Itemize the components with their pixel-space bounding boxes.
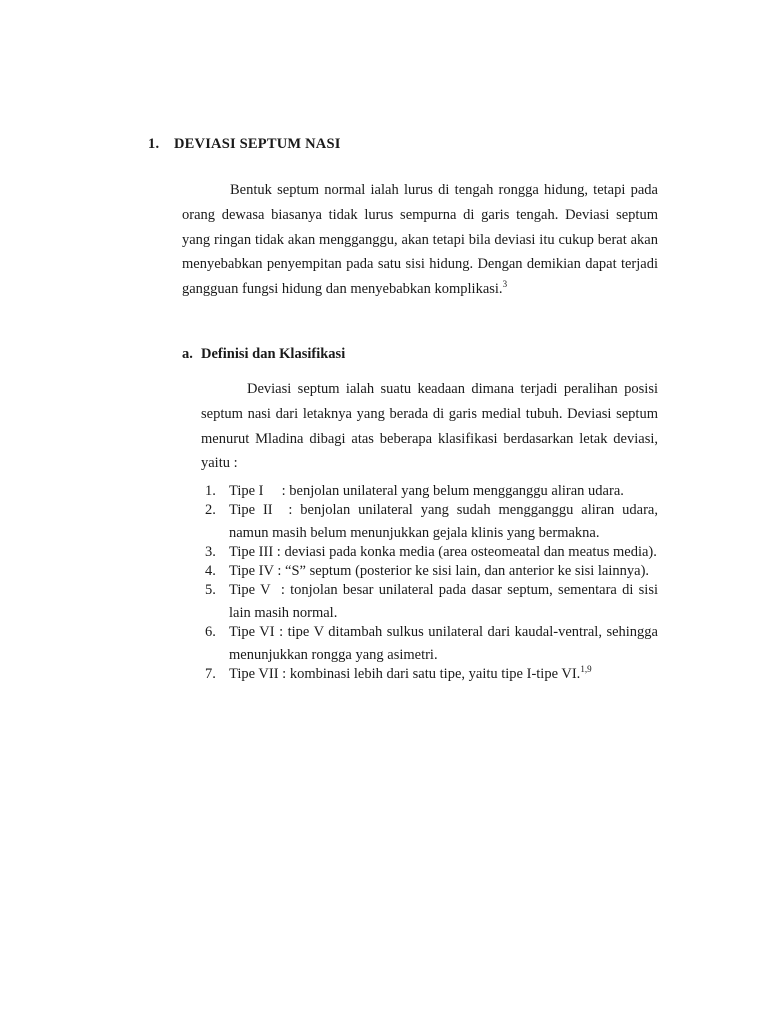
list-item-number: 6. [205, 624, 216, 640]
list-item-text: Tipe VII : kombinasi lebih dari satu tipe, yaitu tipe I-tipe VI. [229, 666, 581, 682]
list-item-text: Tipe III : deviasi pada konka media (area osteomeatal dan meatus media). [229, 544, 657, 560]
subsection-paragraph-text: Deviasi septum ialah suatu keadaan dimana terjadi peralihan posisi septum nasi dari letaknya yang berada di garis medial tubuh. Deviasi septum menurut Mladina dibagi atas beberapa klasifikasi berdasarkan letak deviasi, yaitu : [201, 381, 658, 472]
list-item-text: Tipe VI : tipe V ditambah sulkus unilateral dari kaudal-ventral, sehingga menunjukkan rongga yang asimetri. [229, 624, 658, 663]
list-item-text: Tipe IV : “S” septum (posterior ke sisi lain, dan anterior ke sisi lainnya). [229, 563, 650, 579]
list-item-number: 1. [205, 483, 216, 499]
list-item-ref: 1,9 [580, 664, 592, 675]
subsection-heading [182, 346, 345, 363]
section-paragraph [182, 178, 658, 302]
section-number: 1. [148, 136, 160, 152]
list-item [201, 499, 662, 545]
list-item-number: 3. [205, 544, 216, 560]
list-item-number: 4. [205, 563, 216, 579]
list-item [201, 579, 662, 625]
section-paragraph-text: Bentuk septum normal ialah lurus di tengah rongga hidung, tetapi pada orang dewasa biasanya tidak lurus sempurna di garis tengah. Deviasi septum yang ringan tidak akan mengganggu, akan tetapi bila deviasi itu cukup berat akan menyebabkan penyempitan pada satu sisi hidung. Dengan demikian dapat terjadi gangguan fungsi hidung dan menyebabkan komplikasi. [182, 182, 658, 298]
list-item-text: Tipe II : benjolan unilateral yang sudah mengganggu aliran udara, namun masih belum menunjukkan gejala klinis yang bermakna. [229, 502, 662, 541]
list-item-number: 2. [205, 502, 216, 518]
subsection-title: Definisi dan Klasifikasi [201, 346, 346, 362]
section-title: DEVIASI SEPTUM NASI [174, 136, 341, 152]
list-item [201, 621, 658, 667]
subsection-letter: a. [182, 346, 193, 362]
list-item-text: Tipe I : benjolan unilateral yang belum mengganggu aliran udara. [229, 483, 624, 499]
list-item-number: 7. [205, 666, 216, 682]
subsection-paragraph [201, 377, 658, 476]
section-heading [148, 136, 341, 153]
list-item [201, 663, 658, 686]
section-paragraph-ref: 3 [502, 279, 508, 290]
type-list [201, 480, 662, 682]
list-item-number: 5. [205, 582, 216, 598]
list-item-text: Tipe V : tonjolan besar unilateral pada dasar septum, sementara di sisi lain masih normal. [229, 582, 662, 621]
